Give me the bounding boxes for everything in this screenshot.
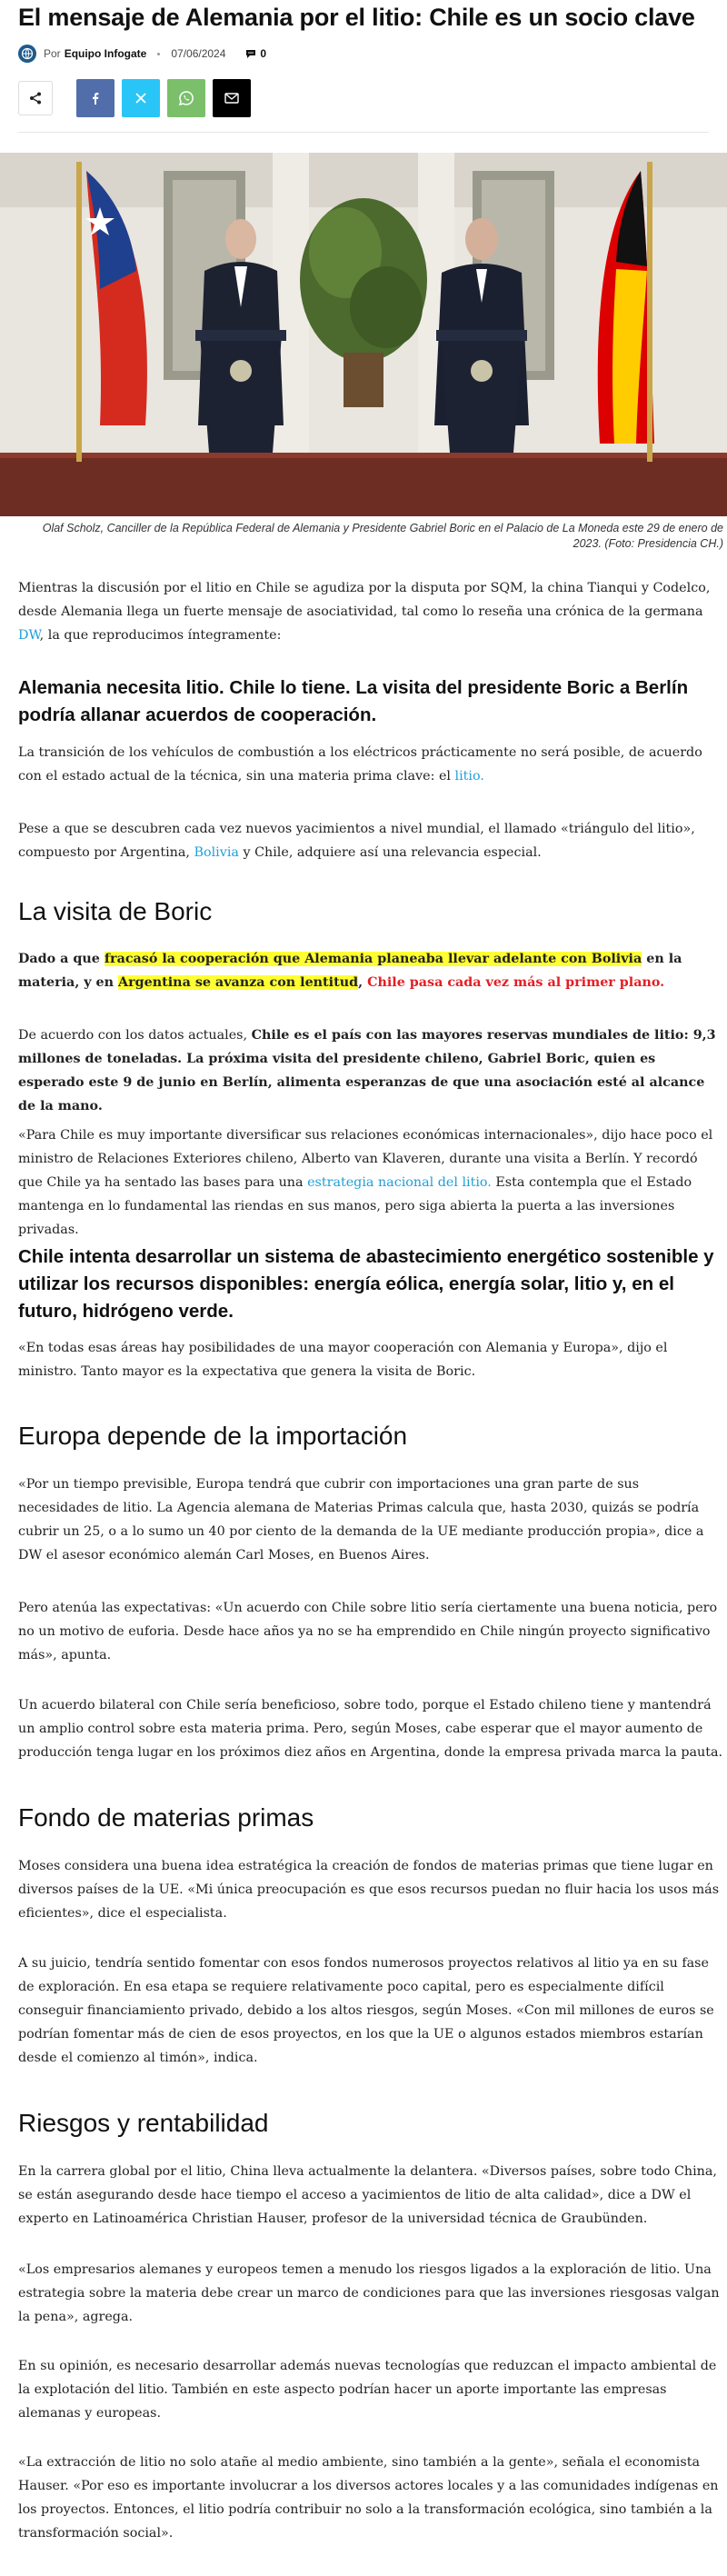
subheading-energy: Chile intenta desarrollar un sistema de abastecimiento energético sostenible y utilizar los recursos disponibles: energía eólica, energía solar, litio y, en el futuro, hidrógeno verde. [18, 1246, 714, 1322]
highlight-bolivia: fracasó la cooperación que Alemania planeaba llevar adelante con Bolivia [104, 952, 642, 966]
whatsapp-icon [178, 90, 194, 106]
share-icon [28, 91, 43, 105]
paragraph-bilateral: Un acuerdo bilateral con Chile sería beneficioso, sobre todo, porque el Estado chileno tiene y mantendrá un amplio control sobre esta materia prima. Pero, según Moses, cabe esperar que el mayor aumento de producción tenga lugar en los próximos diez años en Argentina, donde la empresa privada marca la pauta. [18, 1698, 723, 1760]
facebook-share-button[interactable] [76, 79, 115, 117]
paragraph-klaveren [18, 1123, 723, 1242]
litio-link[interactable]: litio. [454, 769, 484, 784]
paragraph-text: La transición de los vehículos de combustión a los eléctricos prácticamente no será posible, de acuerdo con el estado actual de la técnica, sin una materia prima clave: el [18, 745, 702, 784]
article-title: El mensaje de Alemania por el litio: Chile es un socio clave [18, 4, 695, 31]
author-avatar[interactable] [18, 45, 36, 63]
publish-date: 07/06/2024 [171, 47, 226, 60]
lead-heading: Alemania necesita litio. Chile lo tiene. La visita del presidente Boric a Berlín podría allanar acuerdos de cooperación. [18, 677, 689, 725]
meta-separator [157, 53, 160, 55]
paragraph-import: «Por un tiempo previsible, Europa tendrá que cubrir con importaciones una gran parte de sus necesidades de litio. La Agencia alemana de Materias Primas calcula que, hasta 2030, quizás se podría cubrir un 25, o a lo sumo un 40 por ciento de la demanda de la UE mediante producción propia», dice a DW el asesor económico alemán Carl Moses, en Buenos Aires. [18, 1477, 704, 1563]
header-divider [18, 132, 709, 133]
paragraph-transition [18, 741, 723, 788]
paragraph-text: «Para Chile es muy importante diversificar sus relaciones económicas internacionales», dijo hace poco el ministro de Relaciones Exteriores chileno, Alberto van Klaveren, durante una visita a Berlín. Y recordó que Chile ya ha sentado las bases para una [18, 1128, 713, 1190]
intro-paragraph [18, 576, 723, 647]
paragraph-text: en la materia, y en [18, 952, 682, 990]
paragraph-text-end: Esta contempla que el Estado mantenga en lo fundamental las riendas en sus manos, pero siga abierta la puerta a las inversiones privadas. [18, 1175, 692, 1237]
email-icon [224, 93, 239, 104]
whatsapp-share-button[interactable] [167, 79, 205, 117]
intro-text: Mientras la discusión por el litio en Chile se agudiza por la disputa por SQM, la china Tianqui y Codelco, desde Alemania llega un fuerte mensaje de asociatividad, tal como lo reseña una crónica de la germana [18, 581, 711, 619]
x-icon [134, 92, 147, 105]
paragraph-moses: Moses considera una buena idea estratégica la creación de fondos de materias primas que tiene lugar en diversos países de la UE. «Mi única preocupación es que esos recursos puedan no fluir hacia los usos más eficientes», dice el especialista. [18, 1859, 720, 1921]
paragraph-text: De acuerdo con los datos actuales, [18, 1028, 252, 1043]
paragraph-minister: «En todas esas áreas hay posibilidades de una mayor cooperación con Alemania y Europa», dijo el ministro. Tanto mayor es la expectativa que genera la visita de Boric. [18, 1341, 668, 1379]
by-label: Por [44, 47, 61, 60]
share-button[interactable] [18, 81, 53, 115]
palacio-la-moneda-image [0, 153, 727, 516]
paragraph-text-end: y Chile, adquiere así una relevancia especial. [238, 845, 542, 860]
paragraph-empresarios: «Los empresarios alemanes y europeos temen a menudo los riesgos ligados a la exploración de litio. Una estrategia sobre la materia debe crear un marco de condiciones para que las inversiones riesgosas valgan la pena», agrega. [18, 2262, 720, 2324]
paragraph-hauser: «La extracción de litio no solo atañe al medio ambiente, sino también a la gente», señala el economista Hauser. «Por eso es importante involucrar a los diversos actores locales y a las comunidades indígenas en los proyectos. Entonces, el litio podría contribuir no solo a la transformación ecológica, sino también a la transformación social». [18, 2455, 719, 2541]
paragraph-triangle [18, 817, 723, 864]
paragraph-text: Dado a que [18, 952, 105, 966]
author-link[interactable]: Equipo Infogate [64, 47, 147, 60]
section-heading-riesgos: Riesgos y rentabilidad [18, 2109, 269, 2137]
paragraph-tecnologias: En su opinión, es necesario desarrollar además nuevas tecnologías que reduzcan el impacto ambiental de la explotación del litio. También en este aspecto podrían hacer un aporte importante las empresas alemanas y europeas. [18, 2359, 717, 2421]
share-bar [18, 79, 258, 117]
intro-text-end: , la que reproducimos íntegramente: [39, 628, 282, 643]
paragraph-text: Pese a que se descubren cada vez nuevos yacimientos a nivel mundial, el llamado «triángulo del litio», compuesto por Argentina, [18, 822, 695, 860]
featured-photo [0, 153, 727, 516]
x-share-button[interactable] [122, 79, 160, 117]
paragraph-funding: A su juicio, tendría sentido fomentar con esos fondos numerosos proyectos relativos al litio ya en su fase de exploración. En esa etapa se requiere relativamente poco capital, pero es especialmente difícil conseguir financiamiento privado, debido a los altos riesgos, según Moses. «Con mil millones de euros se podrían fomentar más de cien de esos proyectos, en los que la UE o algunos estados miembros estarían desde el comienzo al timón», indica. [18, 1956, 714, 2065]
facebook-icon [89, 92, 102, 105]
paragraph-highlighted [18, 947, 723, 994]
section-heading-visita: La visita de Boric [18, 897, 213, 925]
paragraph-reserves [18, 1023, 723, 1118]
highlight-chile-red: Chile pasa cada vez más al primer plano. [367, 975, 665, 990]
comment-icon [245, 49, 256, 59]
estrategia-link[interactable]: estrategia nacional del litio. [307, 1175, 492, 1190]
dw-link[interactable]: DW [18, 628, 40, 643]
comment-count: 0 [260, 47, 267, 60]
section-heading-europa: Europa depende de la importación [18, 1422, 408, 1450]
article-meta [18, 44, 266, 64]
globe-icon [21, 47, 34, 60]
comments-link[interactable] [245, 47, 266, 60]
paragraph-text: , [358, 975, 368, 990]
section-heading-fondo: Fondo de materias primas [18, 1803, 314, 1832]
paragraph-bold: Chile es el país con las mayores reservas mundiales de litio: 9,3 millones de toneladas. La próxima visita del presidente chileno, Gabriel Boric, quien es esperado este 9 de junio en Berlín, alimenta esperanzas de que una asociación esté al alcance de la mano. [18, 1028, 716, 1113]
photo-caption: Olaf Scholz, Canciller de la República Federal de Alemania y Presidente Gabriel Boric en el Palacio de La Moneda este 29 de enero de 2023. (Foto: Presidencia CH.) [42, 522, 723, 550]
email-share-button[interactable] [213, 79, 251, 117]
paragraph-expectations: Pero atenúa las expectativas: «Un acuerdo con Chile sobre litio sería ciertamente una buena noticia, pero no un motivo de euforia. Desde hace años ya no se ha emprendido en Chile ningún proyecto significativo más», apunta. [18, 1601, 718, 1662]
bolivia-link[interactable]: Bolivia [194, 845, 239, 860]
highlight-argentina: Argentina se avanza con lentitud [118, 975, 359, 990]
paragraph-china: En la carrera global por el litio, China lleva actualmente la delantera. «Diversos países, sobre todo China, se están asegurando desde hace tiempo el acceso a yacimientos de litio de alta calidad», dice a DW el experto en Latinoamérica Christian Hauser, profesor de la universidad técnica de Graubünden. [18, 2164, 717, 2226]
